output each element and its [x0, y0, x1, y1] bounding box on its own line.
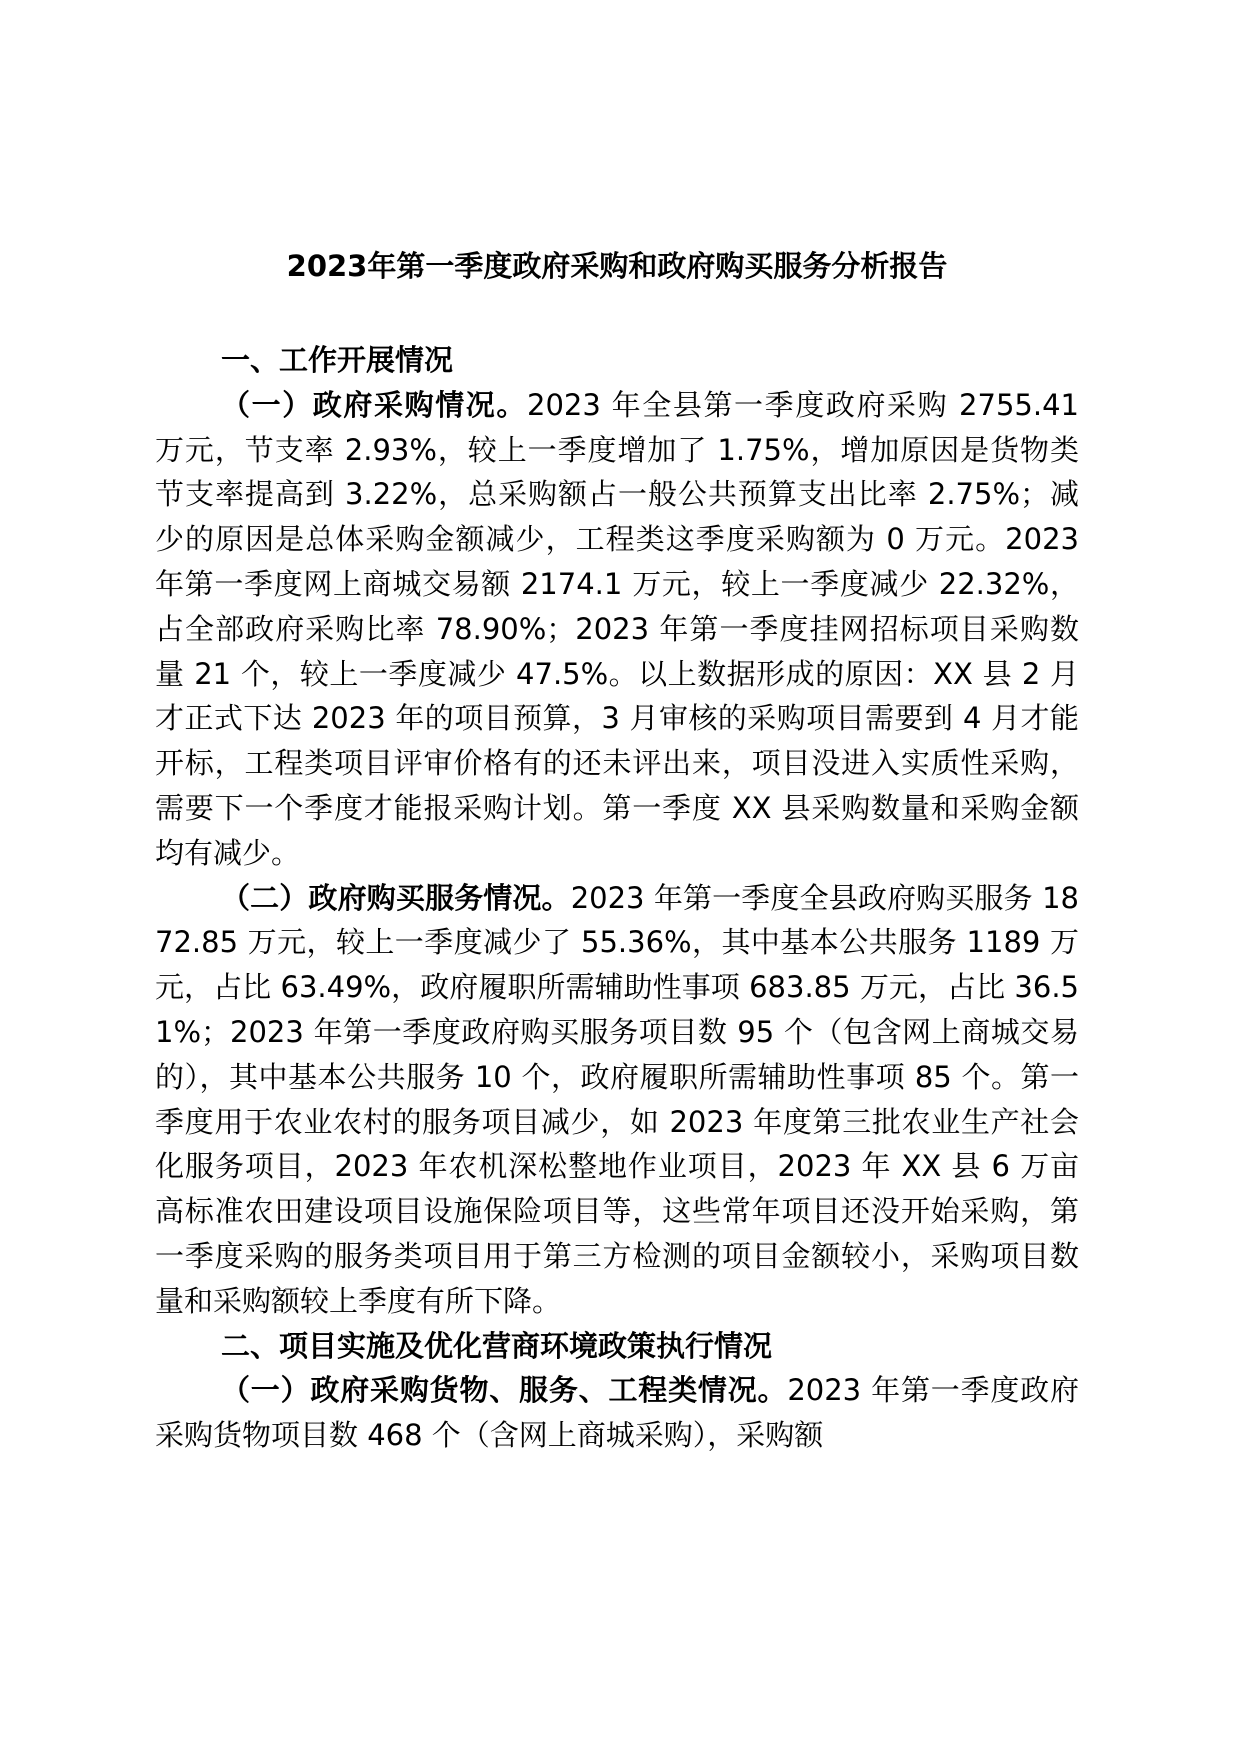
section-heading-2: 二、项目实施及优化营商环境政策执行情况 — [221, 1328, 773, 1363]
section-heading-1: 一、工作开展情况 — [221, 343, 454, 377]
paragraph-text: 2023 年第一季度全县政府购买服务 1872.85 万元，较上一季度减少了 55.36%，其中基本公共服务 1189 万元，占比 63.49%，政府履职所需辅助性事项 683.85 万元，占比 36.51%；2023 年第一季度政府购买服务项目数 95 个（包含网上商城交易的），其中基本公共服务 10 个，政府履职所需辅助性事项 85 个。第一季度用于农业农村的服务项目减少，如 2023 年度第三批农业生产社会化服务项目，2023 年农机深松整地作业项目，2023 年 XX 县 6 万亩高标准农田建设项目设施保险项目等，这些常年项目还没开始采购，第一季度采购的服务类项目用于第三方检测的项目金额较小，采购项目数量和采购额较上季度有所下降。 — [155, 880, 1079, 1318]
paragraph-text: 2023 年全县第一季度政府采购 2755.41 万元，节支率 2.93%，较上一季度增加了 1.75%，增加原因是货物类节支率提高到 3.22%，总采购额占一般公共预算支出比率 2.75%；减少的原因是总体采购金额减少，工程类这季度采购额为 0 万元。2023 年第一季度网上商城交易额 2174.1 万元，较上一季度减少 22.32%，占全部政府采购比率 78.90%；2023 年第一季度挂网招标项目采购数量 21 个，较上一季度减少 47.5%。以上数据形成的原因：XX 县 2 月才正式下达 2023 年的项目预算，3 月审核的采购项目需要到 4 月才能开标，工程类项目评审价格有的还未评出来，项目没进入实质性采购，需要下一个季度才能报采购计划。第一季度 XX 县采购数量和采购金额均有减少。 — [155, 387, 1079, 870]
paragraph-text: 2023 年第一季度政府采购货物项目数 468 个（含网上商城采购），采购额 — [155, 1373, 1079, 1453]
paragraph-lead: （一）政府采购货物、服务、工程类情况。 — [221, 1373, 788, 1408]
document-title: 2023年第一季度政府采购和政府购买服务分析报告 — [286, 249, 948, 283]
paragraph-government-procurement — [155, 383, 1079, 876]
paragraph-government-purchased-services — [155, 876, 1079, 1324]
document-body — [155, 338, 1079, 1458]
paragraph-lead: （二）政府购买服务情况。 — [221, 880, 571, 915]
paragraph-lead: （一）政府采购情况。 — [221, 387, 528, 422]
paragraph-goods-services-engineering — [155, 1368, 1079, 1458]
